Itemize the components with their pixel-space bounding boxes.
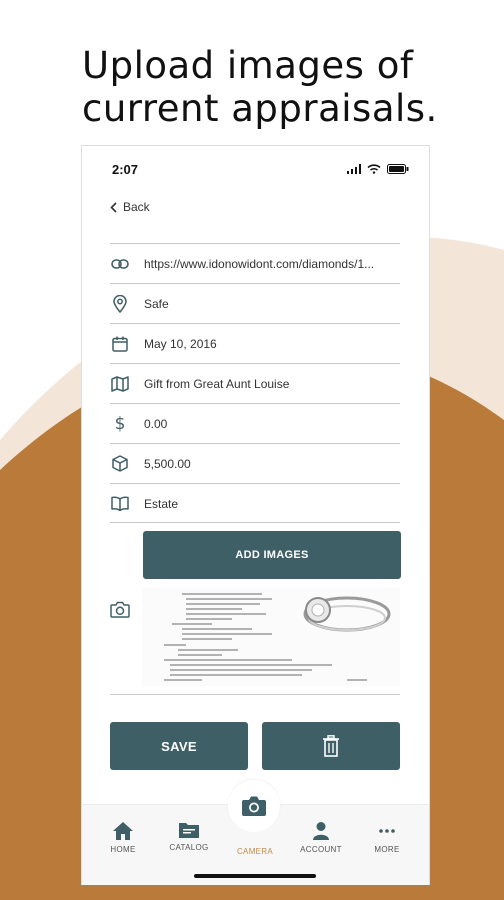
tab-catalog[interactable] <box>157 821 221 852</box>
signal-icon <box>347 164 361 174</box>
wifi-icon <box>367 164 381 174</box>
person-icon <box>312 821 330 841</box>
phone-screen <box>82 146 429 884</box>
field-value-value: 5,500.00 <box>144 456 191 471</box>
tab-camera[interactable] <box>223 831 287 856</box>
save-label: SAVE <box>161 738 197 754</box>
status-bar <box>82 146 429 186</box>
book-icon <box>110 494 130 514</box>
back-button[interactable] <box>110 200 150 214</box>
appraisal-image-thumbnail[interactable] <box>142 588 400 686</box>
chevron-left-icon <box>110 202 117 213</box>
location-pin-icon <box>110 294 130 314</box>
more-dots-icon <box>378 821 396 841</box>
headline <box>82 44 482 130</box>
back-label: Back <box>123 200 150 214</box>
trash-icon <box>322 735 340 757</box>
field-date[interactable] <box>110 323 400 363</box>
field-category-value: Estate <box>144 496 179 511</box>
camera-icon <box>241 795 267 817</box>
field-origin[interactable] <box>110 363 400 403</box>
appraisal-document-image <box>142 588 400 686</box>
box-icon <box>110 454 130 474</box>
tab-more[interactable] <box>355 821 419 854</box>
camera-small-icon <box>110 601 130 623</box>
field-price-value: 0.00 <box>144 416 168 431</box>
headline-line-1: Upload images of <box>82 44 414 87</box>
field-price[interactable] <box>110 403 400 443</box>
link-icon <box>110 254 130 274</box>
status-time: 2:07 <box>112 162 139 177</box>
field-location-value: Safe <box>144 296 169 311</box>
field-link[interactable] <box>110 243 400 283</box>
field-origin-value: Gift from Great Aunt Louise <box>144 376 290 391</box>
field-value[interactable] <box>110 443 400 483</box>
camera-fab[interactable] <box>228 780 280 832</box>
home-icon <box>112 821 134 841</box>
add-images-button[interactable] <box>143 531 401 579</box>
delete-button[interactable] <box>262 722 400 770</box>
home-indicator <box>194 874 316 878</box>
save-button[interactable] <box>110 722 248 770</box>
folder-icon <box>178 821 200 839</box>
map-icon <box>110 374 130 394</box>
tab-home[interactable] <box>91 821 155 854</box>
field-link-value: https://www.idonowidont.com/diamonds/1... <box>144 256 375 271</box>
tab-camera-label: CAMERA <box>236 847 274 856</box>
headline-line-2: current appraisals. <box>82 87 438 130</box>
tab-account-label: ACCOUNT <box>300 845 342 854</box>
tab-catalog-label: CATALOG <box>169 843 209 852</box>
status-icons <box>347 164 409 174</box>
field-date-value: May 10, 2016 <box>144 336 217 351</box>
dollar-icon: $ <box>114 413 126 434</box>
tab-home-label: HOME <box>110 845 136 854</box>
battery-icon <box>387 164 409 174</box>
tab-more-label: MORE <box>374 845 400 854</box>
calendar-icon <box>110 334 130 354</box>
field-category[interactable] <box>110 483 400 523</box>
divider <box>110 522 400 523</box>
add-images-label: ADD IMAGES <box>235 549 309 561</box>
field-location[interactable] <box>110 283 400 323</box>
divider-bottom <box>110 694 400 695</box>
tab-account[interactable] <box>289 821 353 854</box>
